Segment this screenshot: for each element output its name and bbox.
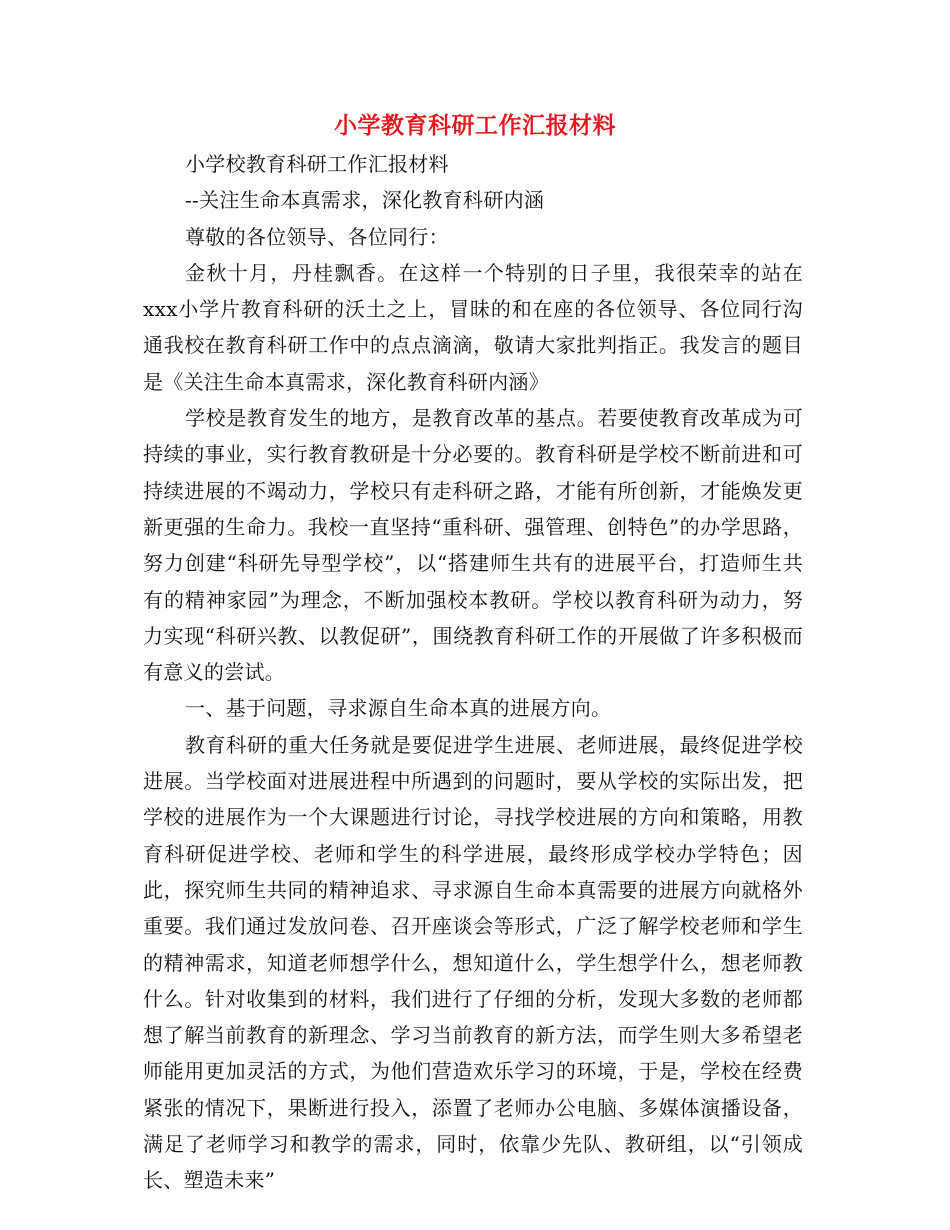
paragraph-section-1: 教育科研的重大任务就是要促进学生进展、老师进展，最终促进学校进展。当学校面对进展进程中所遇到的问题时，要从学校的实际出发，把学校的进展作为一个大课题进行讨论，寻找学校进展的方向和策略，用教育科研促进学校、老师和学生的科学进展，最终形成学校办学特色；因此，探究师生共同的精神追求、寻求源自生命本真需要的进展方向就格外重要。我们通过发放问卷、召开座谈会等形式，广泛了解学校老师和学生的精神需求，知道老师想学什么，想知道什么，学生想学什么，想老师教什么。针对收集到的材料，我们进行了仔细的分析，发现大多数的老师都想了解当前教育的新理念、学习当前教育的新方法，而学生则大多希望老师能用更加灵活的方式，为他们营造欢乐学习的环境，于是，学校在经费紧张的情况下，果断进行投入，添置了老师办公电脑、多媒体演播设备，满足了老师学习和教学的需求，同时，依靠少先队、教研组，以“引领成长、塑造未来” <box>143 732 803 1193</box>
paragraph-opening: 金秋十月，丹桂飘香。在这样一个特别的日子里，我很荣幸的站在xxx小学片教育科研的沃土之上，冒昧的和在座的各位领导、各位同行沟通我校在教育科研工作中的点点滴滴，敬请大家批判指正。我发言的题目是《关注生命本真需求，深化教育科研内涵》 <box>143 260 803 394</box>
salutation: 尊敬的各位领导、各位同行： <box>185 224 449 249</box>
document-title: 小学教育科研工作汇报材料 <box>334 112 616 139</box>
subtitle-theme-line: --关注生命本真需求，深化教育科研内涵 <box>185 188 545 213</box>
section-heading-1: 一、基于问题，寻求源自生命本真的进展方向。 <box>185 696 612 721</box>
paragraph-school-role: 学校是教育发生的地方，是教育改革的基点。若要使教育改革成为可持续的事业，实行教育教研是十分必要的。教育科研是学校不断前进和可持续进展的不竭动力，学校只有走科研之路，才能有所创新，才能焕发更新更强的生命力。我校一直坚持“重科研、强管理、创特色”的办学思路，努力创建“科研先导型学校”，以“搭建师生共有的进展平台，打造师生共有的精神家园”为理念，不断加强校本教研。学校以教育科研为动力，努力实现“科研兴教、以教促研”，围绕教育科研工作的开展做了许多积极而有意义的尝试。 <box>143 406 803 685</box>
subtitle-line: 小学校教育科研工作汇报材料 <box>185 152 449 176</box>
document-body <box>143 146 803 1199</box>
